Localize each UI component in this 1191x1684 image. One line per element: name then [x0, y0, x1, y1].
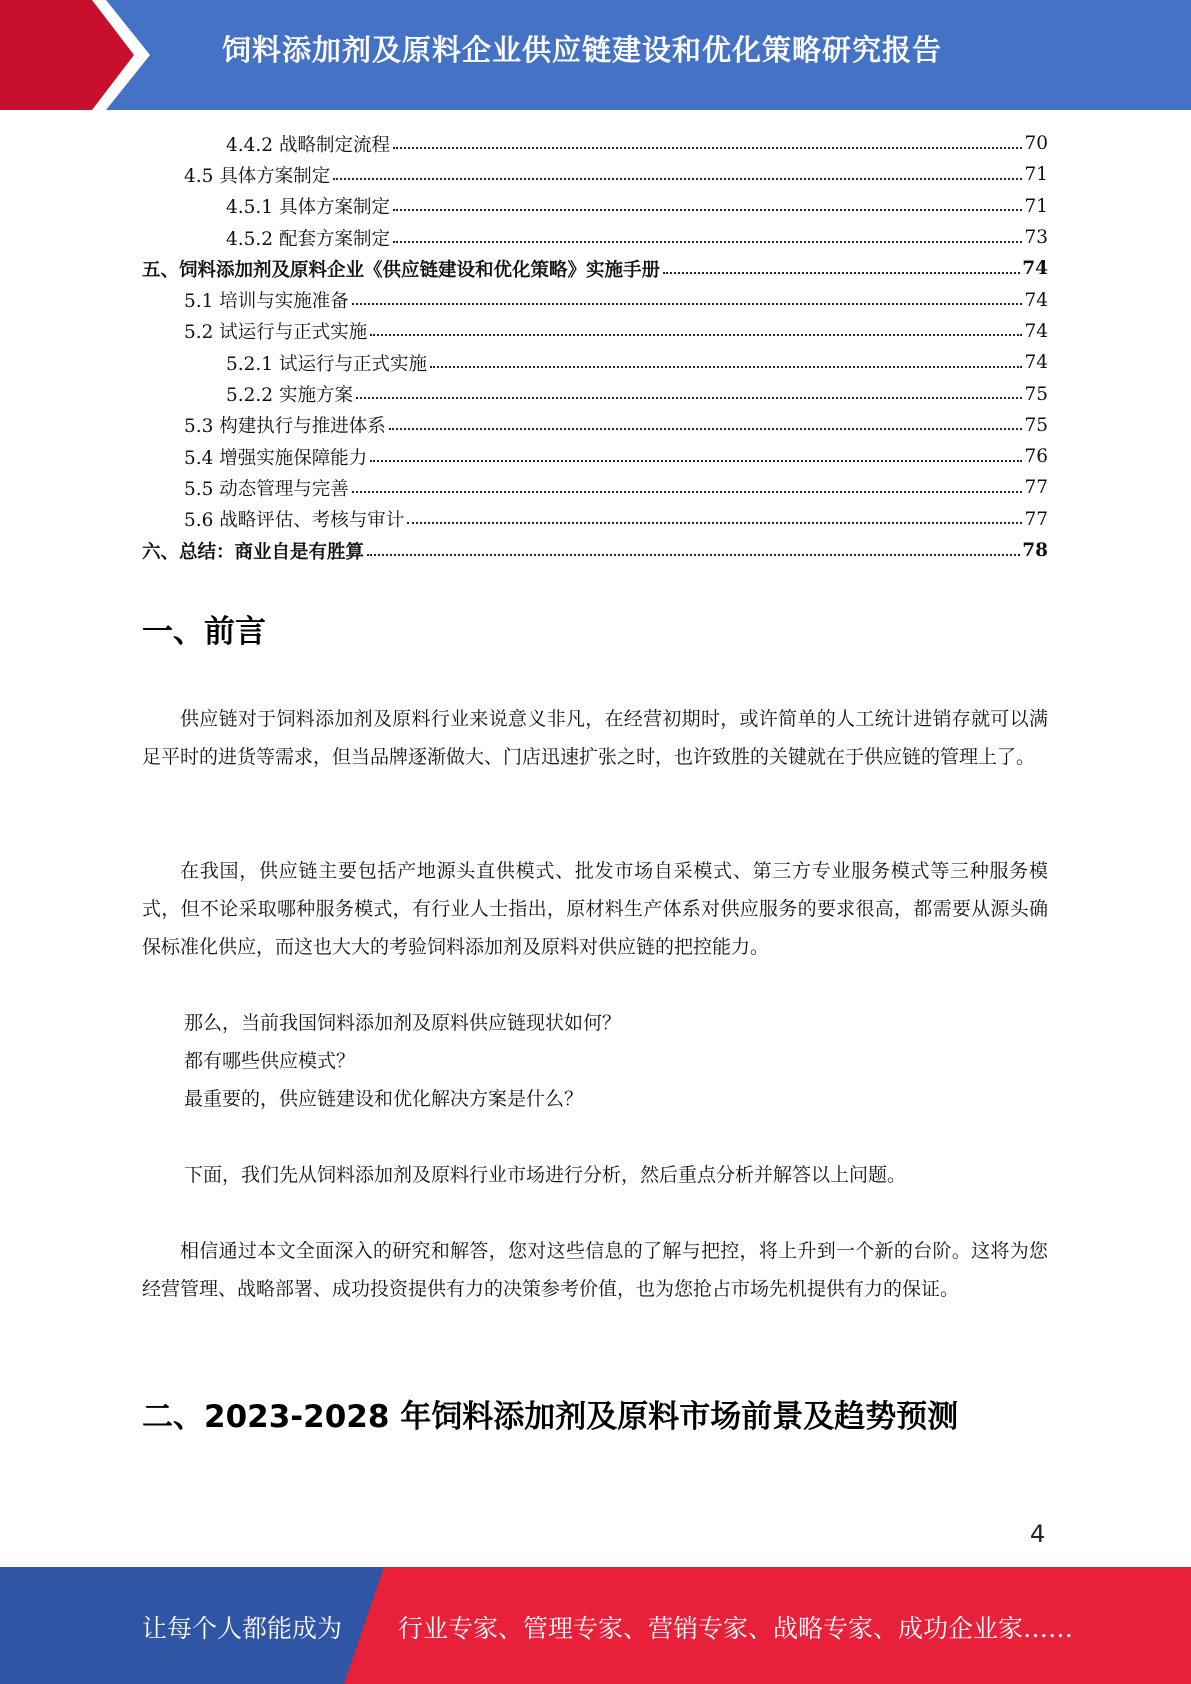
toc-entry-label: 5.1 培训与实施准备 [184, 291, 349, 313]
section-heading-intro: 一、前言 [142, 614, 266, 650]
toc-entry[interactable] [142, 284, 1048, 315]
toc-entry-page: 78 [1022, 540, 1048, 561]
report-title: 饲料添加剂及原料企业供应链建设和优化策略研究报告 [222, 33, 943, 67]
question-3: 最重要的，供应链建设和优化解决方案是什么？ [184, 1088, 584, 1110]
toc-entry-label: 5.6 战略评估、考核与审计 [184, 510, 405, 532]
toc-entry-page: 71 [1024, 164, 1048, 186]
toc-leader-dots [430, 366, 1022, 368]
page-header [0, 0, 1191, 110]
toc-entry[interactable] [142, 128, 1048, 159]
toc-entry-page: 73 [1024, 227, 1048, 249]
toc-entry-page: 71 [1024, 195, 1048, 217]
toc-entry-label: 5.3 构建执行与推进体系 [184, 416, 386, 438]
toc-leader-dots [370, 334, 1022, 336]
toc-leader-dots [393, 241, 1022, 243]
header-chevron-decoration [0, 0, 160, 110]
toc-entry-label: 4.5 具体方案制定 [184, 165, 331, 187]
toc-leader-dots [352, 491, 1023, 493]
toc-entry-label: 4.5.2 配套方案制定 [226, 228, 390, 250]
toc-entry[interactable] [142, 535, 1048, 566]
toc-entry-page: 74 [1024, 289, 1048, 311]
toc-entry-label: 六、总结：商业自是有胜算 [142, 541, 365, 563]
toc-entry-page: 70 [1024, 133, 1048, 155]
paragraph-3: 下面，我们先从饲料添加剂及原料行业市场进行分析，然后重点分析并解答以上问题。 [184, 1164, 907, 1186]
toc-entry[interactable] [142, 347, 1048, 378]
toc-leader-dots [367, 554, 1020, 556]
toc-entry-page: 77 [1024, 477, 1048, 499]
page-number: 4 [1030, 1520, 1046, 1548]
toc-entry-page: 74 [1022, 258, 1048, 280]
toc-entry-page: 74 [1024, 352, 1048, 374]
toc-entry[interactable] [142, 316, 1048, 347]
toc-entry-label: 5.4 增强实施保障能力 [184, 447, 368, 469]
toc-leader-dots [370, 460, 1022, 462]
toc-entry[interactable] [142, 222, 1048, 253]
toc-entry[interactable] [142, 410, 1048, 441]
toc-entry-page: 76 [1024, 446, 1048, 468]
page-footer [0, 1567, 1191, 1684]
toc-leader-dots [393, 209, 1022, 211]
toc-leader-dots [333, 178, 1022, 180]
section-heading-market-forecast: 二、2023-2028 年饲料添加剂及原料市场前景及趋势预测 [142, 1399, 959, 1435]
toc-entry[interactable] [142, 191, 1048, 222]
question-2: 都有哪些供应模式？ [184, 1050, 356, 1072]
toc-entry-label: 5.5 动态管理与完善 [184, 478, 349, 500]
toc-entry-label: 5.2.2 实施方案 [226, 385, 353, 407]
toc-leader-dots [352, 303, 1023, 305]
toc-entry-page: 77 [1024, 508, 1048, 530]
toc-entry-page: 75 [1024, 383, 1048, 405]
footer-slogan-right: 行业专家、管理专家、营销专家、战略专家、成功企业家…… [398, 1614, 1074, 1643]
table-of-contents [142, 128, 1048, 566]
toc-entry[interactable] [142, 472, 1048, 503]
footer-slogan-left: 让每个人都能成为 [142, 1614, 343, 1643]
question-1: 那么，当前我国饲料添加剂及原料供应链现状如何？ [184, 1012, 622, 1034]
paragraph-2: 在我国，供应链主要包括产地源头直供模式、批发市场自采模式、第三方专业服务模式等三种服务模式，但不论采取哪种服务模式，有行业人士指出，原材料生产体系对供应服务的要求很高，都需要从源头确保标准化供应，而这也大大的考验饲料添加剂及原料对供应链的把控能力。 [142, 860, 1048, 958]
toc-entry[interactable] [142, 504, 1048, 535]
toc-entry[interactable] [142, 378, 1048, 409]
toc-leader-dots [393, 147, 1022, 149]
toc-leader-dots [663, 272, 1020, 274]
toc-entry-label: 五、饲料添加剂及原料企业《供应链建设和优化策略》实施手册 [142, 259, 661, 281]
toc-leader-dots [356, 397, 1023, 399]
toc-leader-dots [407, 522, 1022, 524]
toc-entry[interactable] [142, 441, 1048, 472]
paragraph-1: 供应链对于饲料添加剂及原料行业来说意义非凡，在经营初期时，或许简单的人工统计进销存就可以满足平时的进货等需求，但当品牌逐渐做大、门店迅速扩张之时，也许致胜的关键就在于供应链的管理上了。 [142, 708, 1048, 768]
toc-entry-label: 4.4.2 战略制定流程 [226, 134, 390, 156]
toc-entry-label: 5.2 试运行与正式实施 [184, 322, 368, 344]
toc-entry[interactable] [142, 159, 1048, 190]
paragraph-4: 相信通过本文全面深入的研究和解答，您对这些信息的了解与把控，将上升到一个新的台阶。这将为您经营管理、战略部署、成功投资提供有力的决策参考价值，也为您抢占市场先机提供有力的保证。 [142, 1240, 1048, 1300]
toc-entry-label: 5.2.1 试运行与正式实施 [226, 353, 427, 375]
toc-entry-page: 74 [1024, 320, 1048, 342]
toc-entry-page: 75 [1024, 414, 1048, 436]
toc-entry-label: 4.5.1 具体方案制定 [226, 197, 390, 219]
toc-leader-dots [389, 428, 1023, 430]
toc-entry[interactable] [142, 253, 1048, 284]
